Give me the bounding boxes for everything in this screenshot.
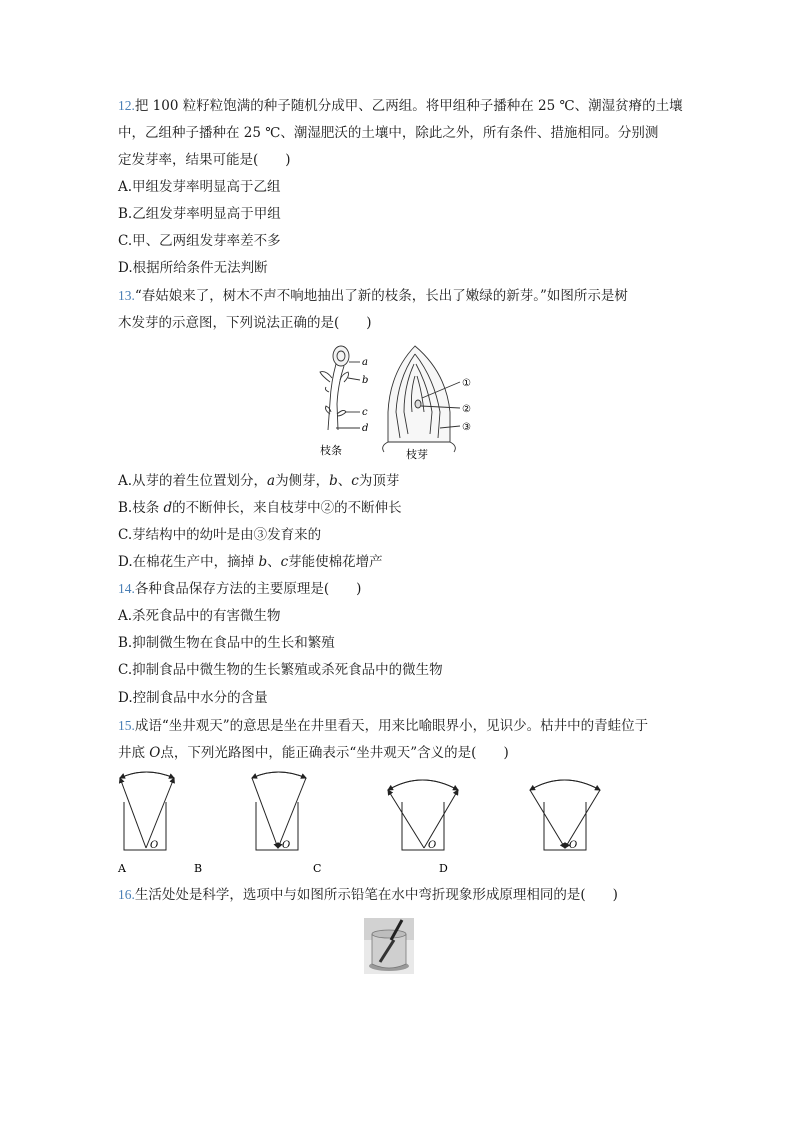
- q12-option-d: D.根据所给条件无法判断: [118, 260, 268, 276]
- q16-number: 16.: [118, 887, 135, 902]
- q12-option-b: B.乙组发芽率明显高于甲组: [118, 206, 281, 222]
- q14-option-b: B.抑制微生物在食品中的生长和繁殖: [118, 635, 335, 651]
- branch-caption: 枝条: [320, 444, 342, 457]
- q12-stem-line-2: 中，乙组种子播种在 25 ℃、潮湿肥沃的土壤中，除此之外，所有条件、措施相同。分别测: [118, 125, 659, 141]
- q16-stem: 16.生活处处是科学，选项中与如图所示铅笔在水中弯折现象形成原理相同的是( ): [118, 887, 618, 903]
- branch-label-c: c: [362, 407, 368, 418]
- diagram-d-caption: D: [439, 862, 448, 875]
- branch-label-b: b: [362, 375, 369, 386]
- diagram-c-caption: C: [313, 862, 322, 875]
- diagram-c: [388, 780, 458, 850]
- diagram-b-point-o: O: [282, 840, 291, 851]
- q13-option-a: A.从芽的着生位置划分，a为侧芽，b、c为顶芽: [118, 473, 400, 489]
- q12-stem-line-3: 定发芽率，结果可能是( ): [118, 152, 291, 168]
- q12-number: 12.: [118, 98, 135, 113]
- diagram-a-point-o: O: [150, 840, 159, 851]
- q12-option-a: A.甲组发芽率明显高于乙组: [118, 179, 281, 195]
- q13-number: 13.: [118, 288, 135, 303]
- q14-option-a: A.杀死食品中的有害微生物: [118, 608, 281, 624]
- branch-label-d: d: [362, 423, 369, 434]
- branch-drawing: [320, 346, 360, 430]
- q12-option-c: C.甲、乙两组发芽率差不多: [118, 233, 281, 249]
- diagram-a: [120, 772, 174, 850]
- q13-option-d: D.在棉花生产中，摘掉 b、c芽能使棉花增产: [118, 554, 383, 570]
- q14-option-c: C.抑制食品中微生物的生长繁殖或杀死食品中的微生物: [118, 662, 443, 678]
- q14-option-d: D.控制食品中水分的含量: [118, 690, 268, 706]
- q12-stem-line-1: 12.把 100 粒籽粒饱满的种子随机分成甲、乙两组。将甲组种子播种在 25 ℃、潮湿贫瘠的土壤: [118, 98, 683, 114]
- q15-stem-line-2: 井底 O点，下列光路图中，能正确表示“坐井观天”含义的是( ): [118, 745, 509, 761]
- diagram-d: [530, 780, 600, 850]
- well-diagrams: [110, 766, 630, 876]
- diagram-d-point-o: O: [569, 840, 578, 851]
- q15-stem-line-1: 15.成语“坐井观天”的意思是坐在井里看天，用来比喻眼界小，见识少。枯井中的青蛙位于: [118, 718, 649, 734]
- diagram-b: [252, 772, 306, 850]
- q15-number: 15.: [118, 718, 135, 733]
- bud-section-drawing: [383, 346, 460, 452]
- diagram-a-caption: A: [118, 862, 126, 875]
- q13-stem-line-2: 木发芽的示意图，下列说法正确的是( ): [118, 315, 372, 331]
- branch-bud-figure: [300, 342, 500, 462]
- bud-label-3: ③: [462, 422, 471, 433]
- q14-stem: 14.各种食品保存方法的主要原理是( ): [118, 581, 362, 597]
- branch-label-a: a: [362, 357, 368, 368]
- q13-option-b: B.枝条 d的不断伸长，来自枝芽中②的不断伸长: [118, 500, 402, 516]
- q13-option-c: C.芽结构中的幼叶是由③发育来的: [118, 527, 322, 543]
- diagram-c-point-o: O: [428, 840, 437, 851]
- pencil-in-water-photo: [364, 918, 414, 974]
- q13-stem-line-1: 13.“春姑娘来了，树木不声不响地抽出了新的枝条，长出了嫩绿的新芽。”如图所示是树: [118, 288, 628, 304]
- bud-label-2: ②: [462, 404, 471, 415]
- diagram-b-caption: B: [194, 862, 203, 875]
- q14-number: 14.: [118, 581, 135, 596]
- bud-caption: 枝芽: [406, 448, 428, 461]
- bud-label-1: ①: [462, 378, 471, 389]
